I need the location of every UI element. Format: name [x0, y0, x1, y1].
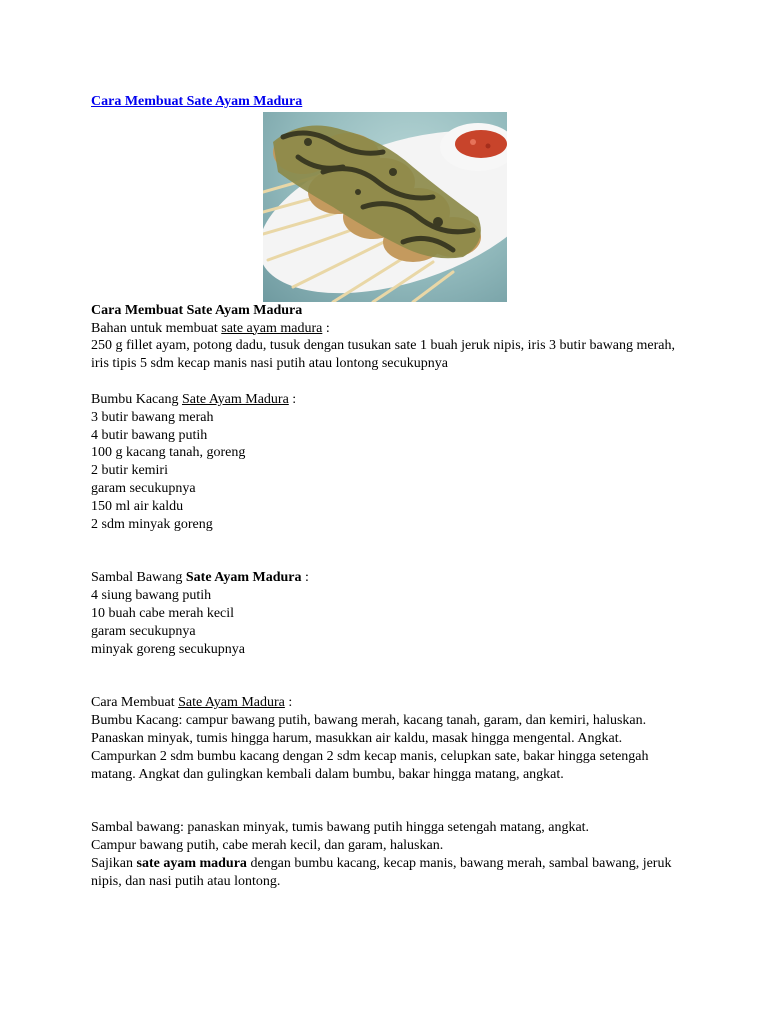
list-item: 4 siung bawang putih: [91, 588, 212, 604]
list-item: 100 g kacang tanah, goreng: [91, 445, 246, 461]
list-item: 3 butir bawang merah: [91, 409, 214, 425]
sate-ayam-photo: [263, 112, 507, 302]
recipe-heading: Cara Membuat Sate Ayam Madura: [91, 302, 303, 318]
list-item: 2 sdm minyak goreng: [91, 516, 213, 532]
list-item: 2 butir kemiri: [91, 463, 168, 479]
cara-paragraph: Bumbu Kacang: campur bawang putih, bawang merah, kacang tanah, garam, dan kemiri, haluskan. Panaskan minyak, tumis hingga harum, masukkan air kaldu, masak hingga mengental. Angkat.: [91, 713, 647, 746]
title-link[interactable]: Cara Membuat Sate Ayam Madura: [91, 94, 303, 109]
list-item: 4 butir bawang putih: [91, 427, 208, 443]
serve-paragraph: Sajikan sate ayam madura dengan bumbu kacang, kecap manis, bawang merah, sambal bawang, jeruk nipis, dan nasi putih atau lontong.: [91, 855, 672, 889]
list-item: 10 buah cabe merah kecil: [91, 605, 235, 621]
list-item: 150 ml air kaldu: [91, 498, 184, 514]
cara-paragraph: Campurkan 2 sdm bumbu kacang dengan 2 sdm kecap manis, celupkan sate, bakar hingga setengah matang. Angkat dan gulingkan kembali dalam bumbu, bakar hingga matang, angkat.: [91, 748, 649, 782]
bumbu-kacang-link[interactable]: Sate Ayam Madura: [181, 391, 289, 407]
ingredients-intro: Bahan untuk membuat sate ayam madura :: [91, 320, 330, 336]
sambal-bawang-heading: Sambal Bawang Sate Ayam Madura :: [91, 570, 309, 586]
list-item: garam secukupnya: [91, 480, 196, 496]
list-item: garam secukupnya: [91, 623, 196, 639]
ingredients-text: 250 g fillet ayam, potong dadu, tusuk dengan tusukan sate 1 buah jeruk nipis, iris 3 butir bawang merah, iris tipis 5 sdm kecap manis nasi putih atau lontong secukupnya: [91, 338, 675, 372]
cara-link[interactable]: Sate Ayam Madura: [178, 695, 285, 711]
document-page: [91, 93, 691, 891]
sate-photo-illustration: [263, 112, 507, 302]
cara-heading: Cara Membuat Sate Ayam Madura :: [91, 695, 293, 711]
sambal-paragraph: Campur bawang putih, cabe merah kecil, dan garam, haluskan.: [91, 838, 444, 854]
list-item: minyak goreng secukupnya: [91, 641, 245, 657]
bumbu-kacang-heading: Bumbu Kacang Sate Ayam Madura :: [91, 391, 297, 407]
sambal-paragraph: Sambal bawang: panaskan minyak, tumis bawang putih hingga setengah matang, angkat.: [91, 820, 590, 836]
ingredients-link[interactable]: sate ayam madura: [221, 320, 323, 336]
